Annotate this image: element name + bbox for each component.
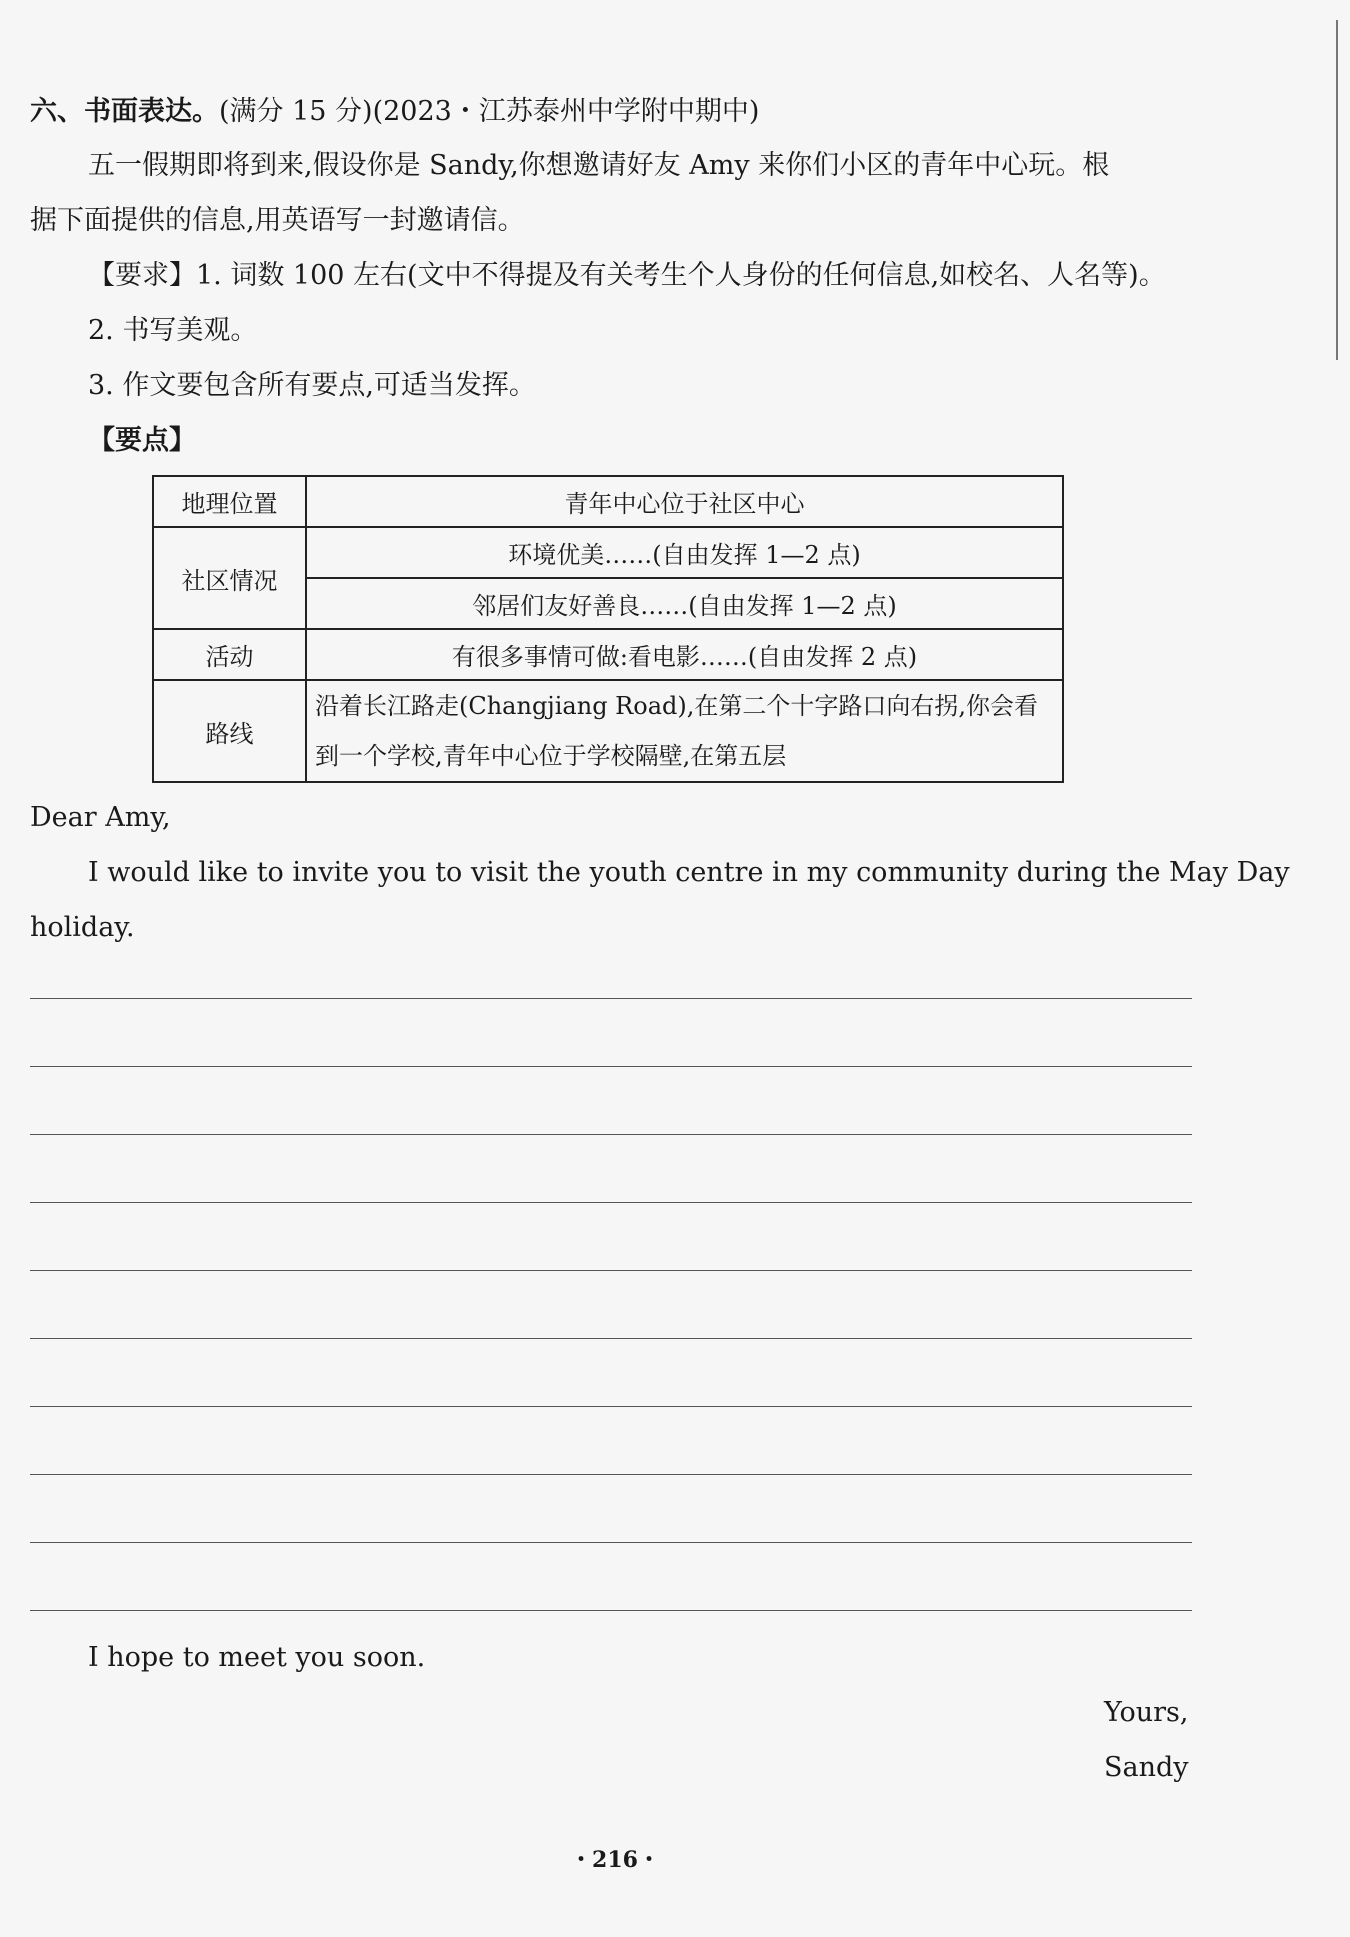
table-label-community: 社区情况 bbox=[153, 527, 306, 629]
letter-greeting: Dear Amy, bbox=[30, 802, 171, 833]
letter-opening-line-1: I would like to invite you to visit the youth centre in my community during the May Day bbox=[88, 857, 1290, 888]
table-row bbox=[153, 629, 1063, 680]
table-row bbox=[153, 527, 1063, 578]
requirement-3: 3. 作文要包含所有要点,可适当发挥。 bbox=[88, 370, 536, 401]
writing-line[interactable] bbox=[30, 998, 1192, 999]
section-heading: 六、书面表达。 bbox=[30, 96, 219, 127]
table-row bbox=[153, 680, 1063, 782]
writing-line[interactable] bbox=[30, 1474, 1192, 1475]
letter-opening-line-2: holiday. bbox=[30, 912, 135, 943]
table-content-route bbox=[306, 680, 1063, 782]
intro-line-2: 据下面提供的信息,用英语写一封邀请信。 bbox=[30, 205, 525, 236]
requirement-2: 2. 书写美观。 bbox=[88, 315, 258, 346]
points-table bbox=[152, 475, 1064, 783]
writing-line[interactable] bbox=[30, 1542, 1192, 1543]
writing-line[interactable] bbox=[30, 1406, 1192, 1407]
table-route-line-1: 沿着长江路走(Changjiang Road),在第二个十字路口向右拐,你会看 bbox=[315, 692, 1038, 720]
letter-closing: I hope to meet you soon. bbox=[88, 1642, 426, 1673]
letter-signature: Sandy bbox=[1104, 1752, 1189, 1783]
section-heading-row bbox=[30, 94, 759, 130]
points-title: 【要点】 bbox=[88, 425, 196, 456]
requirement-1: 【要求】1. 词数 100 左右(文中不得提及有关考生个人身份的任何信息,如校名、人名等)。 bbox=[88, 260, 1166, 291]
table-row bbox=[153, 476, 1063, 527]
section-meta: (满分 15 分)(2023・江苏泰州中学附中期中) bbox=[219, 96, 760, 127]
table-label-activities: 活动 bbox=[153, 629, 306, 680]
writing-line[interactable] bbox=[30, 1134, 1192, 1135]
page-edge-line bbox=[1336, 20, 1338, 360]
writing-line[interactable] bbox=[30, 1270, 1192, 1271]
writing-line[interactable] bbox=[30, 1610, 1192, 1611]
table-content-activities: 有很多事情可做:看电影……(自由发挥 2 点) bbox=[306, 629, 1063, 680]
table-content-location: 青年中心位于社区中心 bbox=[306, 476, 1063, 527]
writing-line[interactable] bbox=[30, 1202, 1192, 1203]
writing-line[interactable] bbox=[30, 1338, 1192, 1339]
table-label-route: 路线 bbox=[153, 680, 306, 782]
table-route-line-2: 到一个学校,青年中心位于学校隔壁,在第五层 bbox=[315, 742, 787, 770]
page-number: ・216・ bbox=[570, 1847, 660, 1873]
writing-line[interactable] bbox=[30, 1066, 1192, 1067]
table-content-community-a: 环境优美……(自由发挥 1—2 点) bbox=[306, 527, 1063, 578]
letter-signoff: Yours, bbox=[1104, 1697, 1189, 1728]
table-content-community-b: 邻居们友好善良……(自由发挥 1—2 点) bbox=[306, 578, 1063, 629]
intro-line-1: 五一假期即将到来,假设你是 Sandy,你想邀请好友 Amy 来你们小区的青年中心玩。根 bbox=[88, 150, 1110, 181]
table-label-location: 地理位置 bbox=[153, 476, 306, 527]
